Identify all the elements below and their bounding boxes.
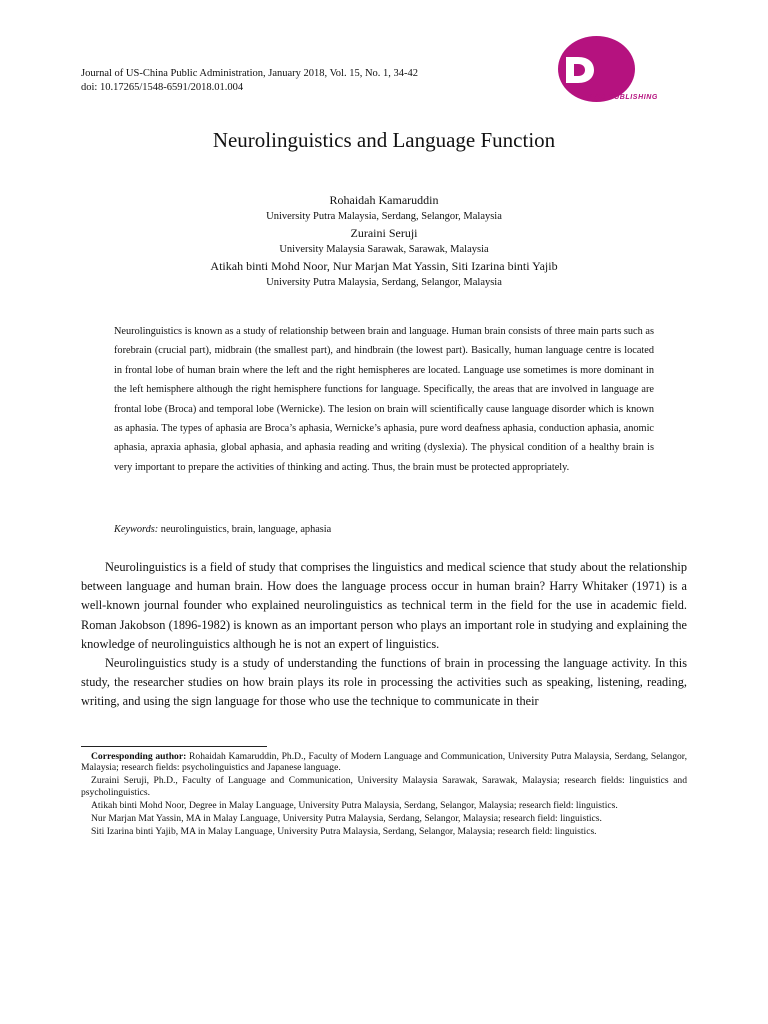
footnote: Nur Marjan Mat Yassin, MA in Malay Language, University Putra Malaysia, Serdang, Selangor, Malaysia; research field: linguistics. <box>91 812 602 824</box>
author-affiliation: University Putra Malaysia, Serdang, Selangor, Malaysia <box>266 277 502 288</box>
footnote-corresponding <box>81 751 687 774</box>
author-name: Rohaidah Kamaruddin <box>329 193 439 207</box>
body-paragraph: Neurolinguistics is a field of study that comprises the linguistics and medical science that study about the relationship between language and human brain. How does the language process occur in human brain? Harry Whitaker (1971) is a well-known journal founder who explained neurolinguistics as technical term in the field for the use in academic field. Roman Jakobson (1896-1982) is known as an important person who plays an important role in studying and explaining the knowledge of neurolinguistics although he is not an expert of linguistics. <box>81 560 687 651</box>
author-affiliation: University Malaysia Sarawak, Sarawak, Malaysia <box>279 244 489 255</box>
footnote-label: Corresponding author: <box>91 751 187 762</box>
footnote-divider <box>81 746 267 747</box>
footnote: Siti Izarina binti Yajib, MA in Malay Language, University Putra Malaysia, Serdang, Selangor, Malaysia; research field: linguistics. <box>91 825 597 837</box>
author-affiliation: University Putra Malaysia, Serdang, Selangor, Malaysia <box>266 211 502 222</box>
body-text <box>81 558 687 712</box>
journal-doi: doi: 10.17265/1548-6591/2018.01.004 <box>81 82 244 93</box>
footnote: Zuraini Seruji, Ph.D., Faculty of Language and Communication, University Malaysia Sarawak, Sarawak, Malaysia; research fields: linguistics and psycholinguistics. <box>81 775 687 798</box>
author-name: Atikah binti Mohd Noor, Nur Marjan Mat Yassin, Siti Izarina binti Yajib <box>210 259 558 273</box>
logo-text: DAVID PUBLISHING <box>582 94 658 101</box>
paper-title: Neurolinguistics and Language Function <box>212 128 556 152</box>
publisher-logo <box>556 36 696 108</box>
footnotes <box>81 751 687 839</box>
logo-disc <box>558 36 635 102</box>
keywords-list: neurolinguistics, brain, language, aphasia <box>158 524 332 535</box>
footnote: Atikah binti Mohd Noor, Degree in Malay Language, University Putra Malaysia, Serdang, Selangor, Malaysia; research field: linguistics. <box>91 799 618 811</box>
logo-d-icon <box>564 54 596 86</box>
footnote-text: Rohaidah Kamaruddin, Ph.D., Faculty of Modern Language and Communication, University Putra Malaysia, Serdang, Selangor, Malaysia; research fields: psycholinguistics and Japanese language. <box>81 751 687 774</box>
journal-header <box>81 67 418 95</box>
journal-citation: Journal of US-China Public Administration, January 2018, Vol. 15, No. 1, 34-42 <box>81 68 419 79</box>
body-paragraph: Neurolinguistics study is a study of understanding the functions of brain in processing the language activity. In this study, the researcher studies on how brain plays its role in processing the activities such as speaking, listening, reading, writing, and using the sign language for those who use the technique to communicate in their <box>81 656 687 709</box>
keywords-label: Keywords: <box>114 524 159 535</box>
abstract: Neurolinguistics is known as a study of relationship between brain and language. Human brain consists of three main parts such as forebrain (crucial part), midbrain (the smallest part), and hindbrain (the lowest part). Basically, human language centre is located in frontal lobe of human brain where the left and the right hemispheres are located. Language use sometimes is more dominant in the left hemisphere although the right hemisphere functions for language. Specifically, the areas that are involved in language are frontal lobe (Broca) and temporal lobe (Wernicke). The lesion on brain will scientifically cause language disorder which is known as aphasia. The types of aphasia are Broca’s aphasia, Wernicke’s aphasia, pure word deafness aphasia, conduction aphasia, anomic aphasia, apraxia aphasia, global aphasia, and aphasia reading and writing (dyslexia). The physical condition of a healthy brain is very important to prepare the activities of thinking and acting. Thus, the brain must be protected appropriately. <box>114 326 654 473</box>
author-block <box>0 192 768 291</box>
author-name: Zuraini Seruji <box>350 226 418 240</box>
keywords <box>114 522 654 538</box>
